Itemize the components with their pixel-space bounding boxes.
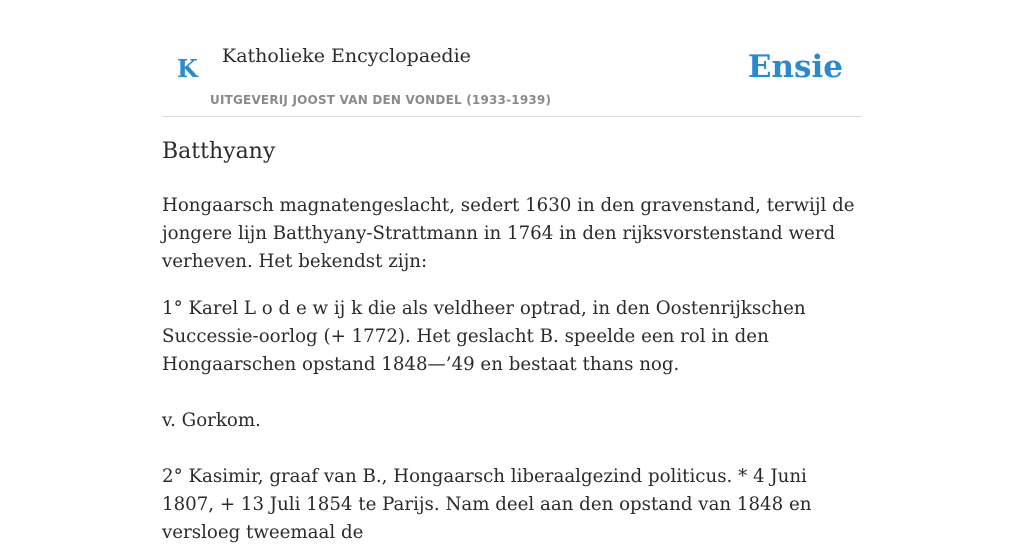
article-paragraph: 1° Karel L o d e w ij k die als veldheer optrad, in den Oostenrijkschen Successie-oorlog (+ 1772). Het geslacht B. speelde een rol in den Hongaarschen opstand 1848—’49 en bestaat thans nog.	[162, 298, 806, 375]
encyclopedia-logo-icon[interactable]: K	[177, 54, 198, 83]
article-author: v. Gorkom.	[162, 410, 261, 431]
site-header	[162, 0, 862, 117]
article-title: Batthyany	[162, 139, 276, 164]
page-container	[162, 0, 862, 543]
article-paragraph: 2° Kasimir, graaf van B., Hongaarsch liberaalgezind politicus. * 4 Juni 1807, + 13 Juli 1854 te Parijs. Nam deel aan den opstand van 1848 en versloeg tweemaal de	[162, 466, 812, 543]
publisher-subtitle: UITGEVERIJ JOOST VAN DEN VONDEL (1933-1939)	[210, 93, 552, 107]
site-title[interactable]: Katholieke Encyclopaedie	[222, 45, 471, 67]
article-paragraph: Hongaarsch magnatengeslacht, sedert 1630 in den gravenstand, terwijl de jongere lijn Batthyany-Strattmann in 1764 in den rijksvorstenstand werd verheven. Het bekendst zijn:	[162, 195, 855, 272]
ensie-brand-link[interactable]: Ensie	[747, 49, 843, 85]
